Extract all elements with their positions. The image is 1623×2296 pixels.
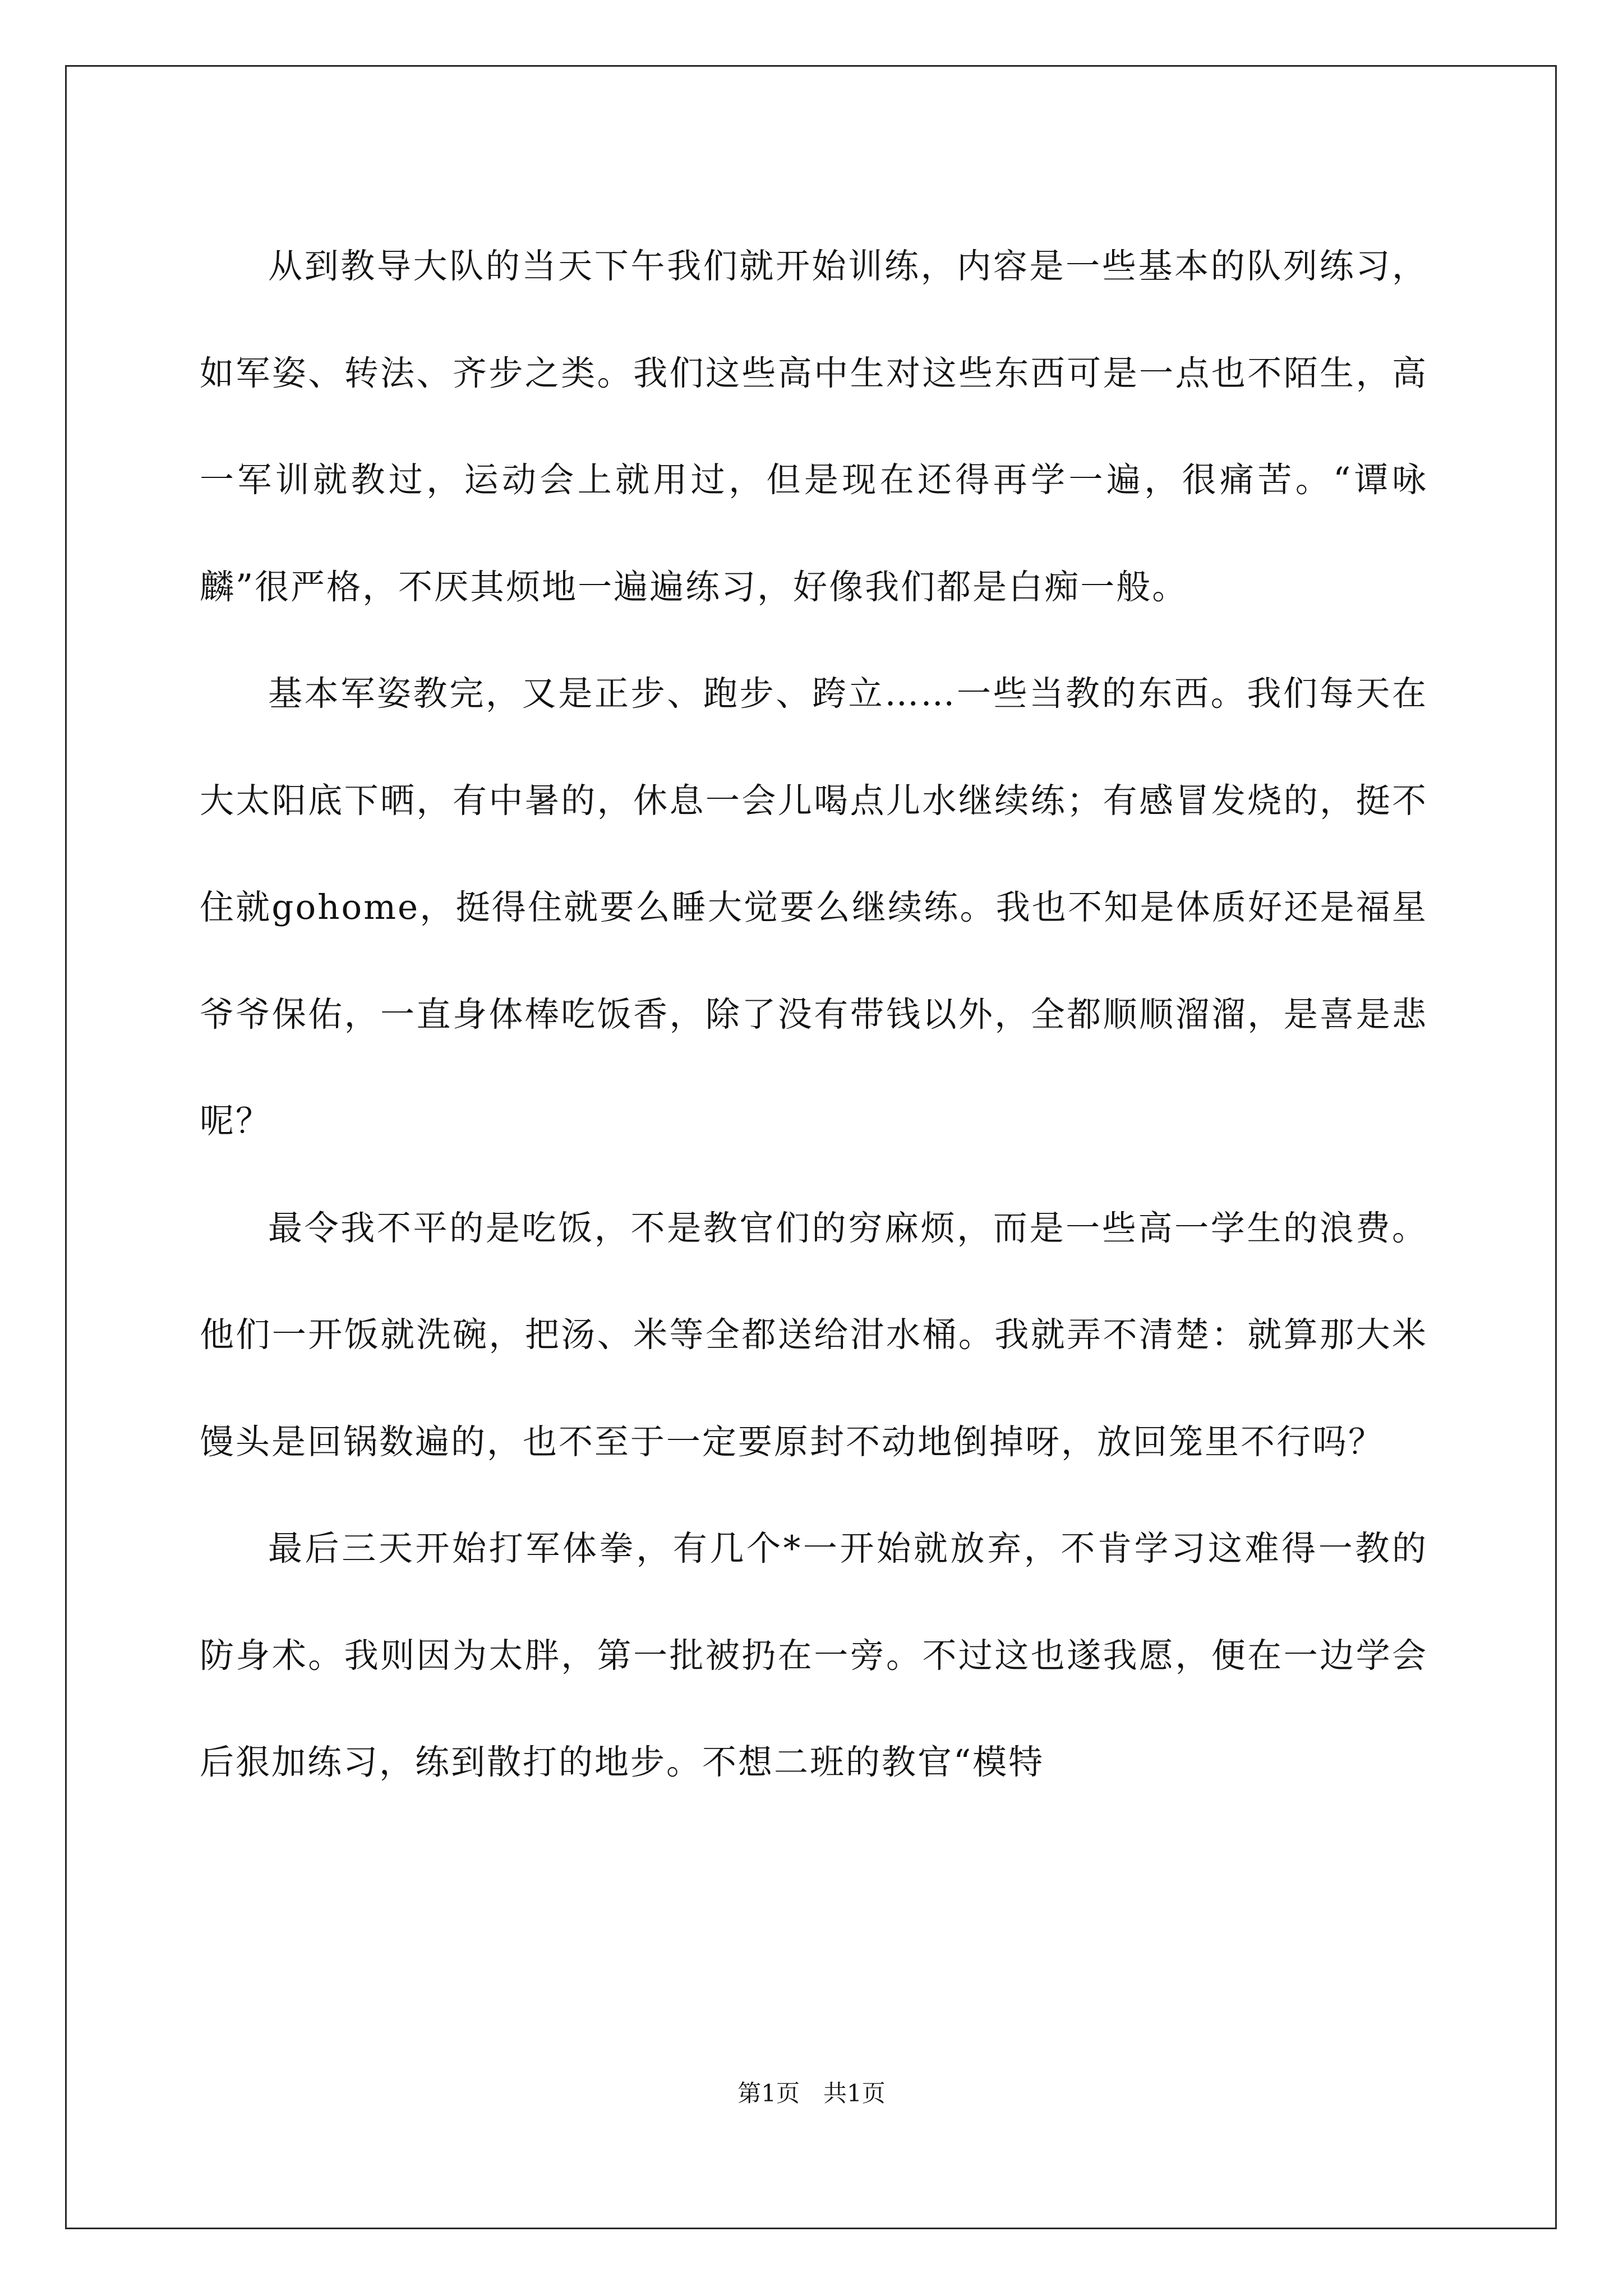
paragraph: 从到教导大队的当天下午我们就开始训练，内容是一些基本的队列练习，如军姿、转法、齐步之类。我们这些高中生对这些东西可是一点也不陌生，高一军训就教过，运动会上就用过，但是现在还得再学一遍，很痛苦。“谭咏麟”很严格，不厌其烦地一遍遍练习，好像我们都是白痴一般。 <box>200 246 1428 607</box>
page-footer <box>0 2077 1623 2110</box>
paragraph: 基本军姿教完，又是正步、跑步、跨立……一些当教的东西。我们每天在大太阳底下晒，有中暑的，休息一会儿喝点儿水继续练；有感冒发烧的，挺不住就gohome，挺得住就要么睡大觉要么继续练。我也不知是体质好还是福星爷爷保佑，一直身体棒吃饭香，除了没有带钱以外，全都顺顺溜溜，是喜是悲呢？ <box>200 674 1428 1141</box>
page-number-current: 第1页 <box>737 2079 800 2107</box>
paragraph: 最后三天开始打军体拳，有几个*一开始就放弃，不肯学习这难得一教的防身术。我则因为太胖，第一批被扔在一旁。不过这也遂我愿，便在一边学会后狠加练习，练到散打的地步。不想二班的教官“模特 <box>200 1529 1428 1782</box>
paragraph: 最令我不平的是吃饭，不是教官们的穷麻烦，而是一些高一学生的浪费。他们一开饭就洗碗，把汤、米等全都送给泔水桶。我就弄不清楚：就算那大米馒头是回锅数遍的，也不至于一定要原封不动地倒掉呀，放回笼里不行吗？ <box>200 1208 1428 1462</box>
page-number-total: 共1页 <box>823 2079 886 2107</box>
document-body <box>200 213 1428 1816</box>
